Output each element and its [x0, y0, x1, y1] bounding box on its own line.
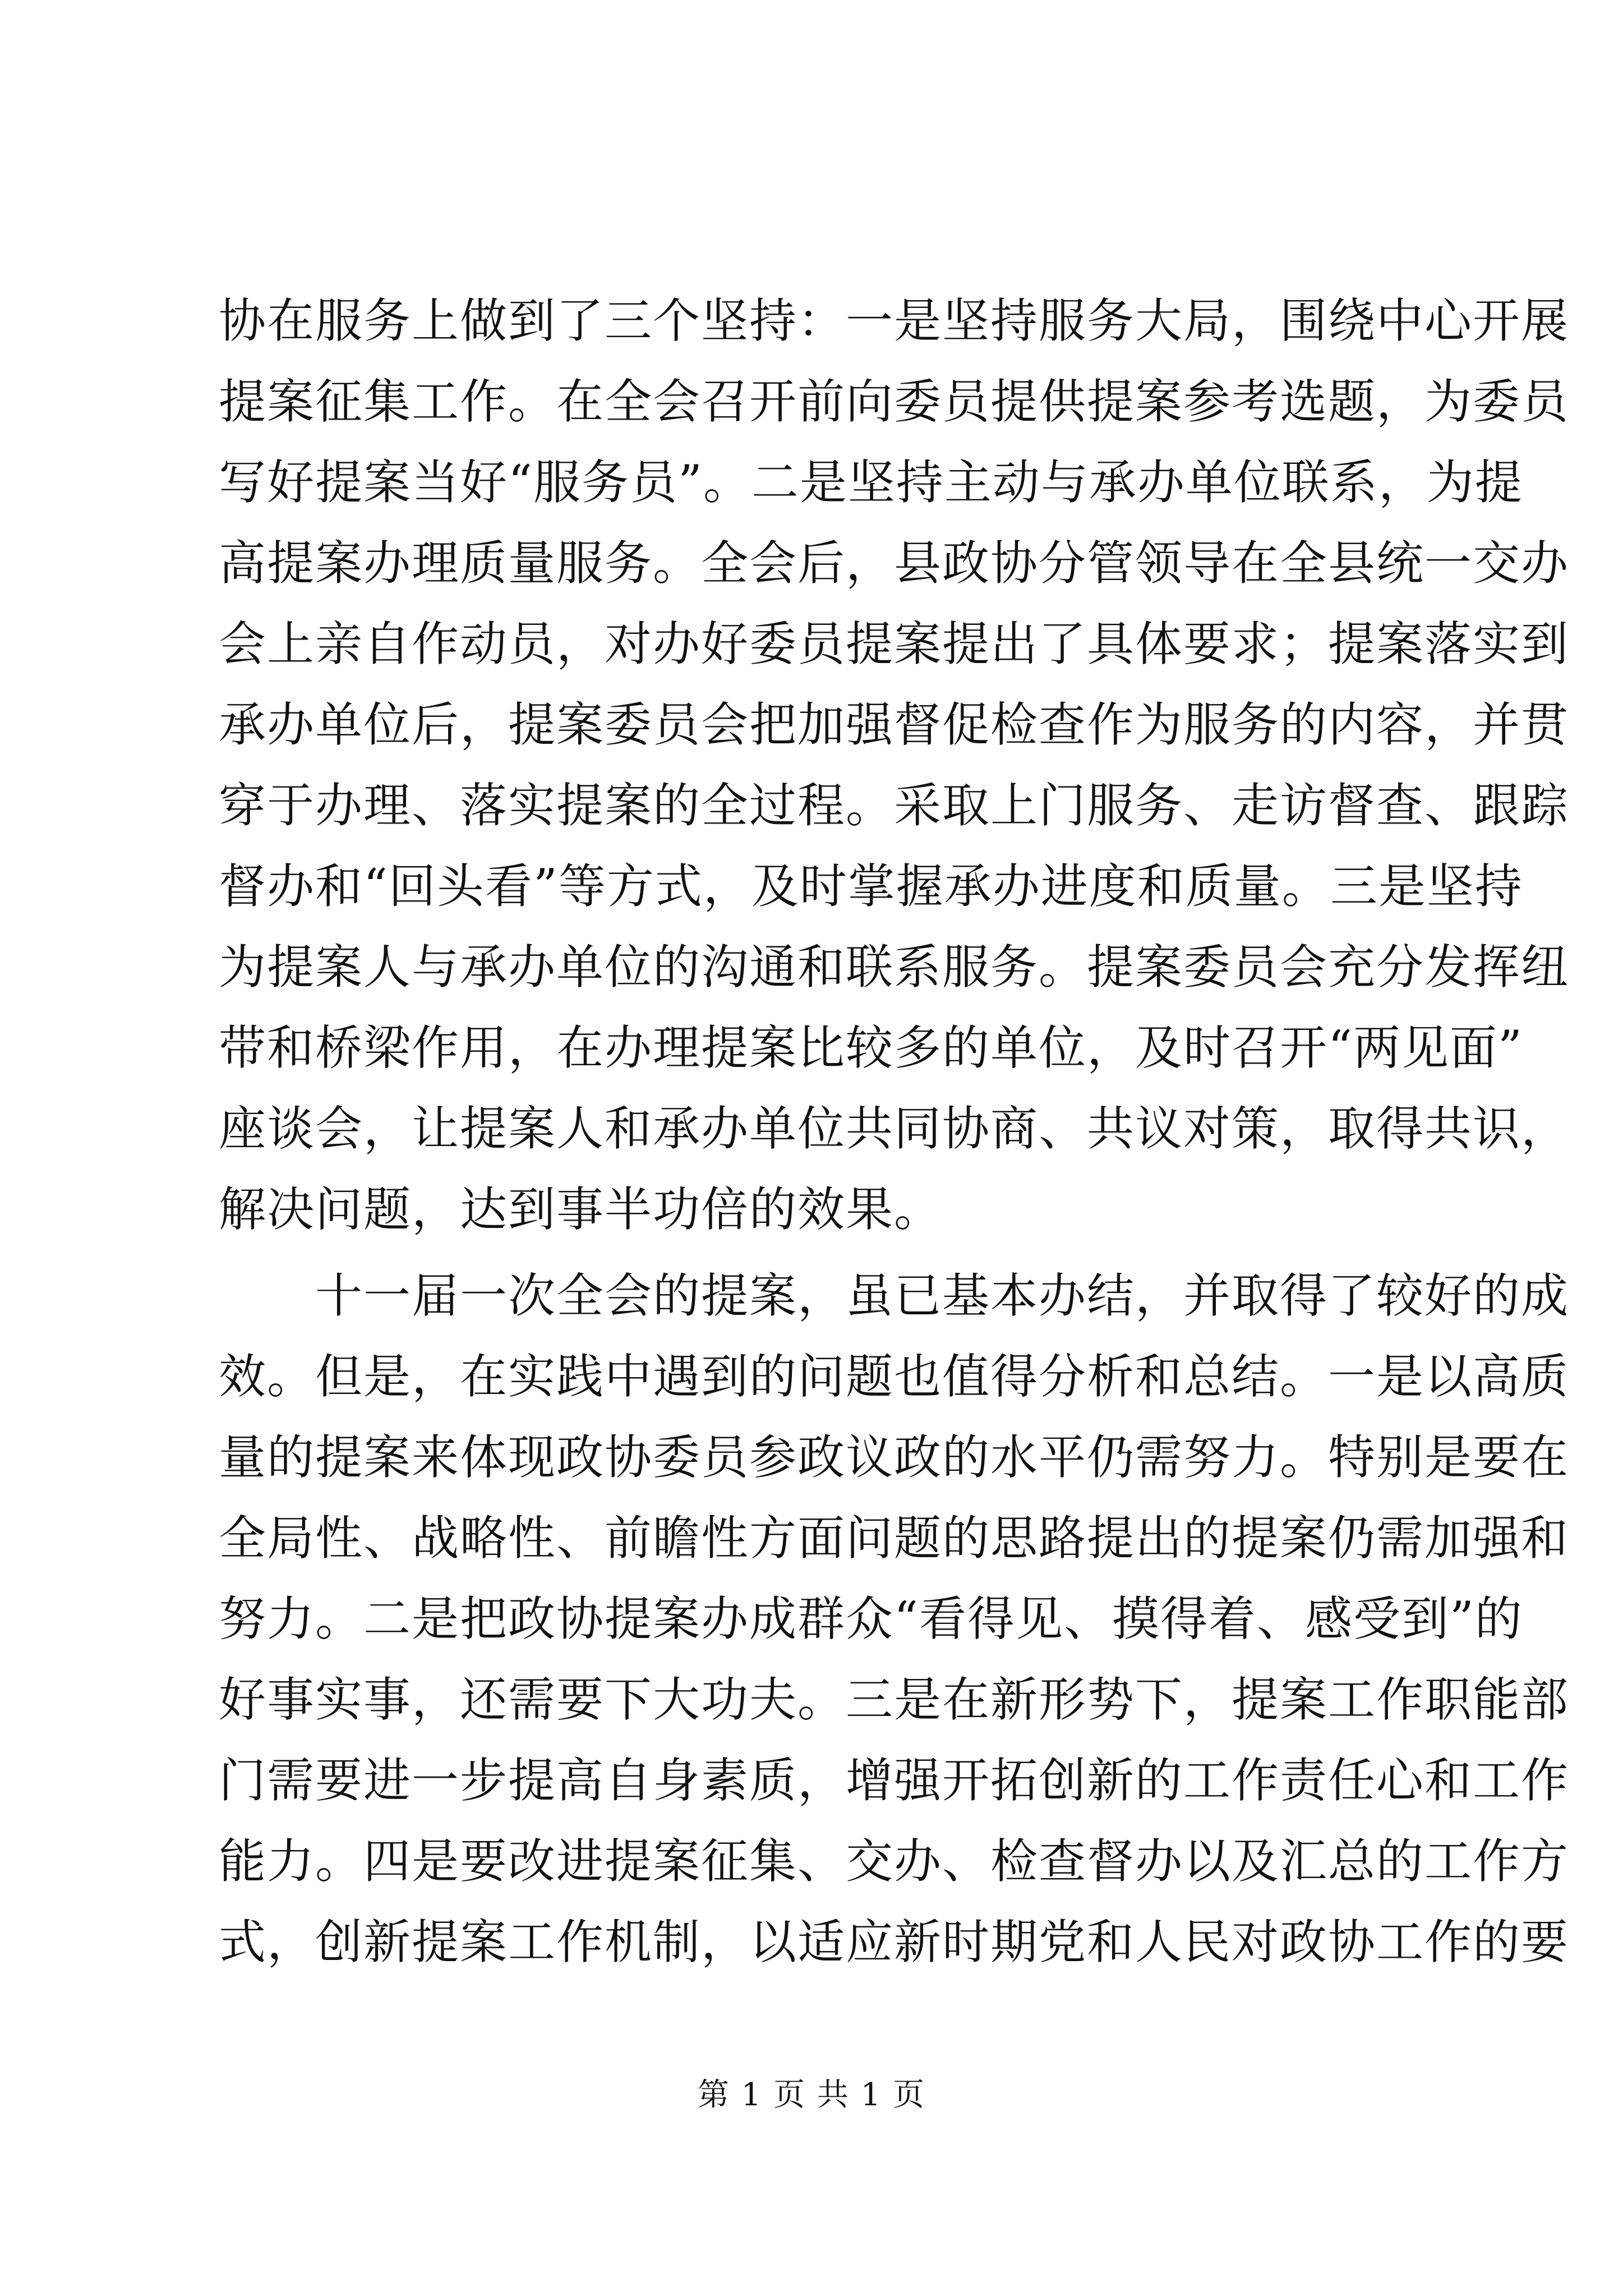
text-line: 式，创新提案工作机制，以适应新时期党和人民对政协工作的要	[219, 1915, 1570, 1970]
text-line: 全局性、战略性、前瞻性方面问题的思路提出的提案仍需加强和	[219, 1511, 1570, 1566]
text-line: 解决问题，达到事半功倍的效果。	[219, 1182, 943, 1237]
text-line: 十一届一次全会的提案，虽已基本办结，并取得了较好的成	[315, 1268, 1570, 1323]
text-line: 效。但是，在实践中遇到的问题也值得分析和总结。一是以高质	[219, 1349, 1570, 1404]
text-line: 高提案办理质量服务。全会后，县政协分管领导在全县统一交办	[219, 536, 1570, 591]
paragraph-issues	[219, 1255, 1570, 1982]
text-line: 会上亲自作动员，对办好委员提案提出了具体要求；提案落实到	[219, 616, 1570, 671]
text-line: 写好提案当好“服务员”。二是坚持主动与承办单位联系，为提	[219, 455, 1523, 510]
text-line: 座谈会，让提案人和承办单位共同协商、共议对策，取得共识，	[219, 1101, 1570, 1156]
text-line: 为提案人与承办单位的沟通和联系服务。提案委员会充分发挥纽	[219, 940, 1570, 995]
text-line: 督办和“回头看”等方式，及时掌握承办进度和质量。三是坚持	[219, 859, 1523, 914]
text-line: 能力。四是要改进提案征集、交办、检查督办以及汇总的工作方	[219, 1834, 1570, 1889]
text-line: 门需要进一步提高自身素质，增强开拓创新的工作责任心和工作	[219, 1753, 1570, 1808]
paragraph-continuation	[219, 280, 1570, 1250]
text-line: 提案征集工作。在全会召开前向委员提供提案参考选题，为委员	[219, 374, 1570, 429]
text-line: 协在服务上做到了三个坚持：一是坚持服务大局，围绕中心开展	[219, 293, 1570, 348]
text-line: 好事实事，还需要下大功夫。三是在新形势下，提案工作职能部	[219, 1672, 1570, 1727]
text-line: 承办单位后，提案委员会把加强督促检查作为服务的内容，并贯	[219, 697, 1570, 752]
text-line: 量的提案来体现政协委员参政议政的水平仍需努力。特别是要在	[219, 1430, 1570, 1485]
text-line: 努力。二是把政协提案办成群众“看得见、摸得着、感受到”的	[219, 1591, 1523, 1646]
page-footer: 第 1 页 共 1 页	[697, 2077, 926, 2113]
text-line: 穿于办理、落实提案的全过程。采取上门服务、走访督查、跟踪	[219, 778, 1570, 833]
text-line: 带和桥梁作用，在办理提案比较多的单位，及时召开“两见面”	[219, 1020, 1523, 1075]
